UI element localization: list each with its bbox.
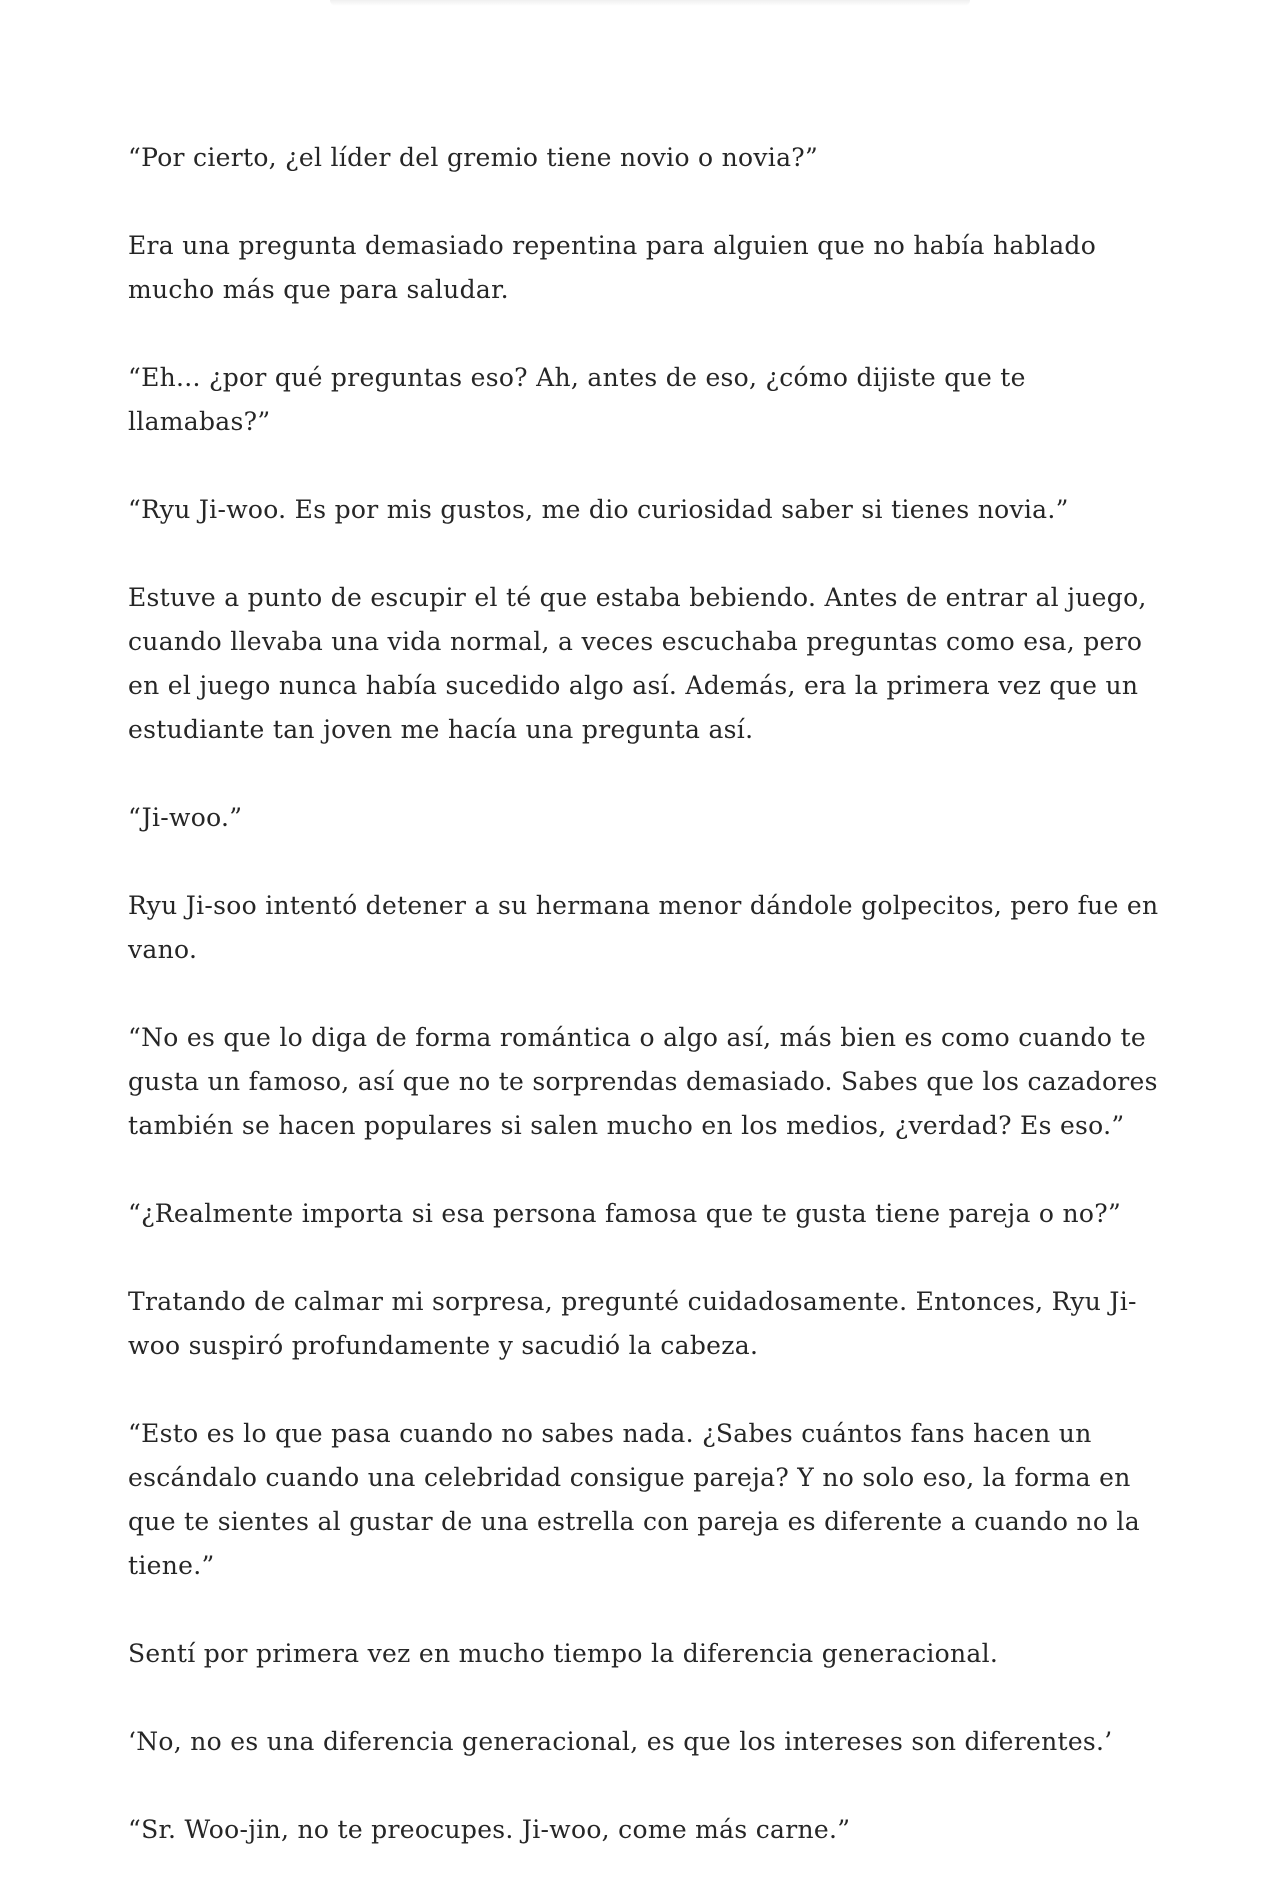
paragraph: “Eh... ¿por qué preguntas eso? Ah, antes de eso, ¿cómo dijiste que te llamabas?”: [128, 363, 1026, 436]
paragraph: “Esto es lo que pasa cuando no sabes nada. ¿Sabes cuántos fans hacen un escándalo cuando una celebridad consigue pareja? Y no solo eso, la forma en que te sientes al gustar de una estrella con pareja es diferente a cuando no la tiene.”: [128, 1419, 1140, 1580]
paragraph: “No es que lo diga de forma romántica o algo así, más bien es como cuando te gusta un famoso, así que no te sorprendas demasiado. Sabes que los cazadores también se hacen populares si salen mucho en los medios, ¿verdad? Es eso.”: [128, 1023, 1158, 1140]
paragraph: “Ji-woo.”: [128, 803, 243, 832]
top-edge-shadow: [330, 0, 970, 6]
paragraph: Estuve a punto de escupir el té que estaba bebiendo. Antes de entrar al juego, cuando llevaba una vida normal, a veces escuchaba preguntas como esa, pero en el juego nunca había sucedido algo así. Además, era la primera vez que un estudiante tan joven me hacía una pregunta así.: [128, 583, 1147, 744]
document-page: [128, 136, 1168, 1896]
paragraph: “Por cierto, ¿el líder del gremio tiene novio o novia?”: [128, 143, 819, 172]
paragraph: “¿Realmente importa si esa persona famosa que te gusta tiene pareja o no?”: [128, 1199, 1122, 1228]
paragraph: Ryu Ji-soo intentó detener a su hermana menor dándole golpecitos, pero fue en vano.: [128, 891, 1159, 964]
paragraph: Era una pregunta demasiado repentina para alguien que no había hablado mucho más que para saludar.: [128, 231, 1097, 304]
paragraph: “Sr. Woo-jin, no te preocupes. Ji-woo, come más carne.”: [128, 1815, 851, 1844]
paragraph: “Ryu Ji-woo. Es por mis gustos, me dio curiosidad saber si tienes novia.”: [128, 495, 1069, 524]
paragraph: ‘No, no es una diferencia generacional, es que los intereses son diferentes.’: [128, 1727, 1113, 1756]
paragraph: Tratando de calmar mi sorpresa, pregunté cuidadosamente. Entonces, Ryu Ji-woo suspiró profundamente y sacudió la cabeza.: [128, 1287, 1137, 1360]
paragraph: Sentí por primera vez en mucho tiempo la diferencia generacional.: [128, 1639, 999, 1668]
